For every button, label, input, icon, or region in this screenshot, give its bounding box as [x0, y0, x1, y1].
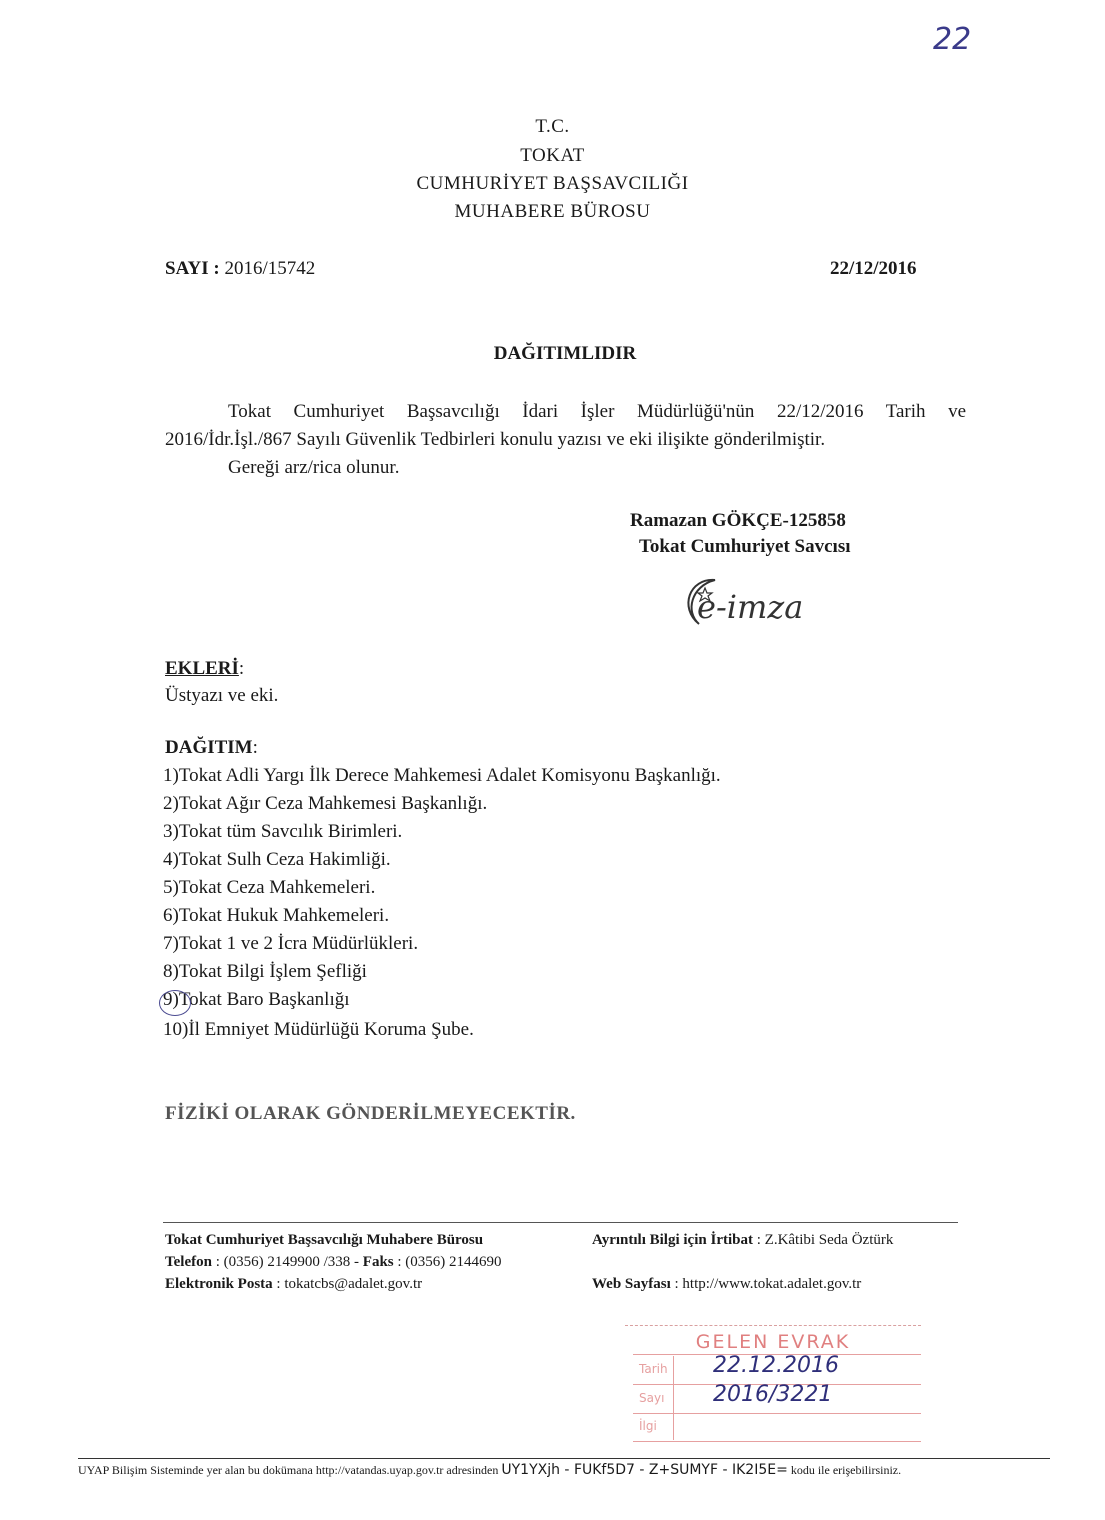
email-value: : tokatcbs@adalet.gov.tr — [276, 1276, 423, 1292]
stamp-number-label: Sayı — [639, 1391, 665, 1405]
header-office: CUMHURİYET BAŞSAVCILIĞI — [416, 173, 689, 194]
distribution-item: 10)İl Emniyet Müdürlüğü Koruma Şube. — [163, 1019, 474, 1040]
distribution-item: 7)Tokat 1 ve 2 İcra Müdürlükleri. — [163, 933, 419, 954]
distribution-item: 9)Tokat Baro Başkanlığı — [163, 989, 350, 1010]
distribution-item: 5)Tokat Ceza Mahkemeleri. — [163, 877, 376, 898]
header-unit: MUHABERE BÜROSU — [454, 201, 651, 222]
uyap-code: UY1YXjh - FUKf5D7 - Z+SUMYF - IK2I5E= — [501, 1462, 788, 1478]
uyap-suffix: kodu ile erişebilirsiniz. — [790, 1463, 902, 1477]
handwritten-circle-mark — [159, 990, 191, 1016]
contact-value: : Z.Kâtibi Seda Öztürk — [756, 1232, 894, 1248]
contact-label: Ayrıntılı Bilgi için İrtibat — [592, 1232, 753, 1248]
stamp-row-number — [633, 1384, 921, 1414]
stamp-number-value: 2016/3221 — [713, 1382, 833, 1407]
footer-phone-fax — [165, 1251, 585, 1273]
uyap-access-line — [78, 1462, 1050, 1478]
distribution-label: DAĞITIM — [165, 737, 253, 758]
physical-delivery-notice: FİZİKİ OLARAK GÖNDERİLMEYECEKTİR. — [165, 1103, 576, 1124]
phone-label: Telefon — [165, 1254, 212, 1270]
attachments-label: EKLERİ — [165, 658, 239, 679]
sayi-value: 2016/15742 — [224, 258, 316, 279]
body-closing: Gereği arz/rica olunur. — [228, 457, 400, 478]
footer-right — [592, 1229, 962, 1295]
phone-value: : (0356) 2149900 /338 - — [215, 1254, 360, 1270]
body-line-2: 2016/İdr.İşl./867 Sayılı Güvenlik Tedbirleri konulu yazısı ve eki ilişikte gönderilmiştir. — [165, 429, 826, 450]
distribution-item: 2)Tokat Ağır Ceza Mahkemesi Başkanlığı. — [163, 793, 488, 814]
signer-title: Tokat Cumhuriyet Savcısı — [639, 536, 851, 557]
fax-value: : (0356) 2144690 — [397, 1254, 502, 1270]
e-signature-mark — [675, 570, 845, 650]
distribution-item: 6)Tokat Hukuk Mahkemeleri. — [163, 905, 390, 926]
distribution-item: 4)Tokat Sulh Ceza Hakimliği. — [163, 849, 391, 870]
incoming-document-stamp — [625, 1325, 921, 1441]
handwritten-page-number: 22 — [933, 22, 972, 57]
stamp-title: GELEN EVRAK — [695, 1331, 851, 1353]
stamp-reference-label: İlgi — [639, 1419, 657, 1433]
stamp-date-value: 22.12.2016 — [713, 1353, 839, 1378]
stamp-date-label: Tarih — [639, 1362, 668, 1376]
fax-label: Faks — [362, 1254, 394, 1270]
stamp-divider — [673, 1356, 674, 1440]
distribution-heading — [165, 737, 258, 759]
sayi-label: SAYI : — [165, 258, 220, 279]
body-line-1: Tokat Cumhuriyet Başsavcılığı İdari İşler Müdürlüğü'nün 22/12/2016 Tarih ve — [228, 401, 966, 422]
footer-contact — [592, 1229, 962, 1251]
distribution-item: 1)Tokat Adli Yargı İlk Derece Mahkemesi Adalet Komisyonu Başkanlığı. — [163, 765, 721, 786]
stamp-row-reference — [633, 1412, 921, 1442]
document-date: 22/12/2016 — [830, 258, 917, 279]
header-city: TOKAT — [520, 145, 585, 166]
attachments-colon: : — [238, 658, 245, 679]
attachments-value: Üstyazı ve eki. — [165, 685, 279, 706]
stamp-row-date — [633, 1354, 921, 1385]
distribution-colon: : — [252, 737, 258, 758]
distribution-item: 3)Tokat tüm Savcılık Birimleri. — [163, 821, 403, 842]
header-tc: T.C. — [535, 116, 570, 137]
document-title: DAĞITIMLIDIR — [493, 343, 637, 364]
uyap-divider — [78, 1458, 1050, 1459]
footer-office: Tokat Cumhuriyet Başsavcılığı Muhabere Bürosu — [165, 1232, 484, 1248]
email-label: Elektronik Posta — [165, 1276, 273, 1292]
web-label: Web Sayfası — [592, 1276, 671, 1292]
attachments-heading — [165, 658, 244, 680]
uyap-prefix: UYAP Bilişim Sisteminde yer alan bu dokümana http://vatandas.uyap.gov.tr adresinden — [78, 1463, 499, 1477]
web-value: : http://www.tokat.adalet.gov.tr — [674, 1276, 862, 1292]
footer-divider — [163, 1222, 958, 1223]
footer-email — [165, 1273, 585, 1295]
footer-web — [592, 1273, 962, 1295]
reference-number — [165, 258, 315, 280]
distribution-item: 8)Tokat Bilgi İşlem Şefliği — [163, 961, 367, 982]
footer-left — [165, 1229, 585, 1295]
signer-name: Ramazan GÖKÇE-125858 — [630, 510, 846, 531]
e-signature-text: e-imza — [697, 588, 804, 626]
body-paragraph — [165, 398, 966, 482]
